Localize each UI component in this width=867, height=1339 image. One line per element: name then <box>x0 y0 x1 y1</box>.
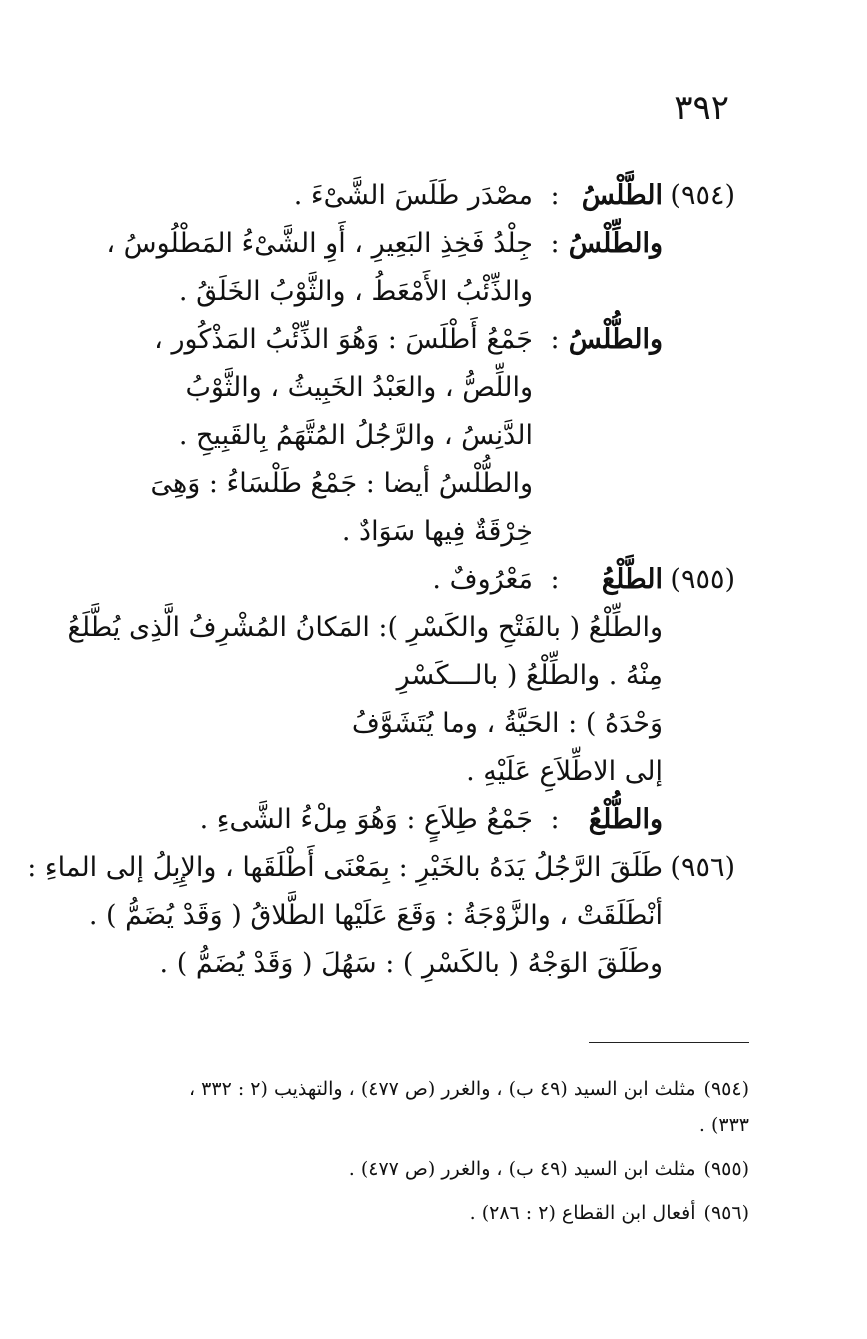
headword: الطَّلْعُ <box>601 564 663 595</box>
entry-956-line-1 <box>27 844 735 892</box>
entry-955c-line-1 <box>75 796 735 844</box>
entry-955b-line-1 <box>67 604 735 652</box>
footnote-text: ٣٣٣) . <box>698 1114 749 1136</box>
footnotes <box>69 1072 749 1240</box>
footnote-number: (٩٥٤) <box>703 1078 749 1100</box>
footnote-956 <box>69 1196 749 1230</box>
entry-number: (٩٥٦) <box>670 852 735 883</box>
entry-954b-line-2 <box>75 268 735 316</box>
footnote-text: أفعال ابن القطاع (٢ : ٢٨٦) . <box>469 1202 696 1224</box>
entry-954b-line-1 <box>75 220 735 268</box>
definition: وَحْدَهُ ) : الحَيَّةُ ، وما يُتَشَوَّفُ <box>351 708 663 739</box>
footnote-955 <box>69 1152 749 1186</box>
colon: : <box>550 564 560 595</box>
entry-954c-line-2 <box>75 364 735 412</box>
definition: جَمْعُ أَطْلَسَ : وَهُوَ الذِّئْبُ المَذْكُور ، <box>154 324 533 355</box>
entry-number: (٩٥٤) <box>670 180 735 211</box>
definition: مِنْهُ . والطِّلْعُ ( بالـــكَسْرِ <box>396 660 663 691</box>
definition: جِلْدُ فَخِذِ البَعِيرِ ، أَوِ الشَّىْءُ المَطْلُوسُ ، <box>106 228 533 259</box>
colon: : <box>550 324 560 355</box>
page-number: ٣٩٢ <box>674 88 729 128</box>
colon: : <box>550 804 560 835</box>
definition: أنْطَلَقَتْ ، والزَّوْجَةُ : وَقَعَ عَلَيْها الطَّلاقُ ( وَقَدْ يُضَمُّ ) . <box>88 900 663 931</box>
headword: والطُّلْسُ <box>568 324 663 355</box>
definition: والطُّلْسُ أيضا : جَمْعُ طَلْسَاءُ : وَهِىَ <box>150 468 533 499</box>
definition: خِرْقَةٌ فِيها سَوَادٌ . <box>341 516 533 547</box>
entry-955-line-1 <box>75 556 735 604</box>
definition: الدَّنِسُ ، والرَّجُلُ المُتَّهَمُ بِالقَبِيحِ . <box>178 420 533 451</box>
definition: والذِّئْبُ الأَمْعَطُ ، والثَّوْبُ الخَلَقُ . <box>178 276 533 307</box>
entry-955b-line-3 <box>75 700 735 748</box>
footnote-954 <box>69 1072 749 1142</box>
entry-955b-line-4 <box>75 748 735 796</box>
headword: والطِّلْسُ <box>568 228 663 259</box>
definition: والطِّلْعُ ( بالفَتْحِ والكَسْرِ ): المَكانُ المُشْرِفُ الَّذِى يُطَّلَعُ <box>67 612 663 643</box>
footnote-separator <box>589 1042 749 1043</box>
definition: واللِّصُّ ، والعَبْدُ الخَبِيثُ ، والثَّوْبُ <box>185 372 533 403</box>
colon: : <box>550 228 560 259</box>
footnote-number: (٩٥٥) <box>703 1158 749 1180</box>
entry-number: (٩٥٥) <box>670 564 735 595</box>
definition: إلى الاطِّلاَعِ عَلَيْهِ . <box>466 756 663 787</box>
main-text <box>27 172 735 988</box>
footnote-number: (٩٥٦) <box>703 1202 749 1224</box>
entry-956-line-2 <box>75 892 735 940</box>
definition: طَلَقَ الرَّجُلُ يَدَهُ بالخَيْرِ : بِمَعْنَى أَطْلَقَها ، والإِبِلُ إلى الماءِ : <box>27 852 663 883</box>
entry-954c-line-3 <box>75 412 735 460</box>
entry-956-line-3 <box>75 940 735 988</box>
headword: الطَّلْسُ <box>581 180 663 211</box>
entry-954-line-1 <box>75 172 735 220</box>
definition: مَعْرُوفٌ . <box>432 564 533 595</box>
entry-954c-line-4 <box>75 460 735 508</box>
definition: جَمْعُ طِلاَعٍ : وَهُوَ مِلْءُ الشَّىءِ . <box>199 804 533 835</box>
colon: : <box>550 180 560 211</box>
entry-955b-line-2 <box>75 652 735 700</box>
definition: مصْدَر طَلَسَ الشَّىْءَ . <box>293 180 533 211</box>
entry-954c-line-1 <box>75 316 735 364</box>
footnote-text: مثلث ابن السيد (٤٩ ب) ، والغرر (ص ٤٧٧) . <box>348 1158 696 1180</box>
footnote-text: مثلث ابن السيد (٤٩ ب) ، والغرر (ص ٤٧٧) ، والتهذيب (٢ : ٣٣٢ ، <box>189 1078 696 1100</box>
definition: وطَلَقَ الوَجْهُ ( بالكَسْرِ ) : سَهُلَ ( وَقَدْ يُضَمُّ ) . <box>159 948 663 979</box>
entry-954c-line-5 <box>75 508 735 556</box>
headword: والطُّلْعُ <box>588 804 663 835</box>
